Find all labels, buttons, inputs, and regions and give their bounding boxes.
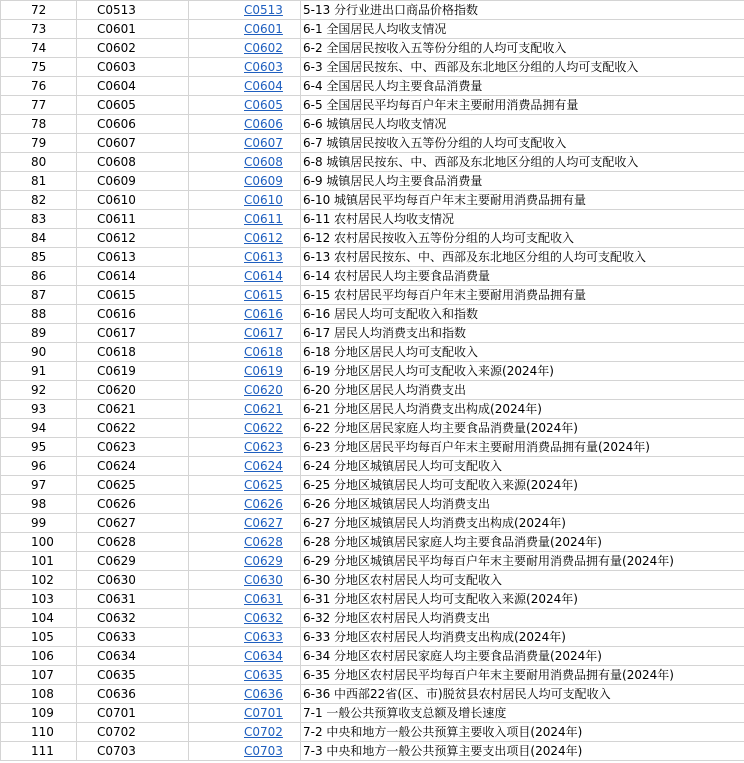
- row-number-cell[interactable]: 100: [1, 533, 77, 552]
- title-cell[interactable]: 6-22 分地区居民家庭人均主要食品消费量(2024年): [301, 419, 744, 438]
- table-row: [1, 438, 744, 457]
- sheet-hyperlink[interactable]: C0624: [244, 459, 283, 473]
- title-cell[interactable]: 6-21 分地区居民人均消费支出构成(2024年): [301, 400, 744, 419]
- hyperlink-cell[interactable]: [189, 685, 301, 704]
- code-cell[interactable]: C0620: [77, 381, 189, 400]
- title-cell[interactable]: 6-12 农村居民按收入五等份分组的人均可支配收入: [301, 229, 744, 248]
- sheet-hyperlink[interactable]: C0513: [244, 3, 283, 17]
- table-row: [1, 305, 744, 324]
- hyperlink-cell[interactable]: [189, 628, 301, 647]
- table-row: [1, 552, 744, 571]
- code-cell[interactable]: C0622: [77, 419, 189, 438]
- sheet-hyperlink[interactable]: C0631: [244, 592, 283, 606]
- table-row: [1, 324, 744, 343]
- code-cell[interactable]: C0615: [77, 286, 189, 305]
- title-cell[interactable]: 6-1 全国居民人均收支情况: [301, 20, 744, 39]
- table-row: [1, 381, 744, 400]
- title-cell[interactable]: 6-6 城镇居民人均收支情况: [301, 115, 744, 134]
- table-row: [1, 39, 744, 58]
- row-number-cell[interactable]: 80: [1, 153, 77, 172]
- table-row: [1, 20, 744, 39]
- title-cell[interactable]: 6-17 居民人均消费支出和指数: [301, 324, 744, 343]
- row-number-cell[interactable]: 103: [1, 590, 77, 609]
- hyperlink-cell[interactable]: [189, 153, 301, 172]
- title-cell[interactable]: 6-3 全国居民按东、中、西部及东北地区分组的人均可支配收入: [301, 58, 744, 77]
- hyperlink-cell[interactable]: [189, 96, 301, 115]
- sheet-hyperlink[interactable]: C0625: [244, 478, 283, 492]
- table-row: [1, 704, 744, 723]
- title-cell[interactable]: 6-31 分地区农村居民人均可支配收入来源(2024年): [301, 590, 744, 609]
- sheet-hyperlink[interactable]: C0632: [244, 611, 283, 625]
- code-cell[interactable]: C0601: [77, 20, 189, 39]
- title-cell[interactable]: 6-8 城镇居民按东、中、西部及东北地区分组的人均可支配收入: [301, 153, 744, 172]
- sheet-hyperlink[interactable]: C0614: [244, 269, 283, 283]
- code-cell[interactable]: C0612: [77, 229, 189, 248]
- hyperlink-cell[interactable]: [189, 666, 301, 685]
- sheet-hyperlink[interactable]: C0701: [244, 706, 283, 720]
- row-number-cell[interactable]: 82: [1, 191, 77, 210]
- sheet-hyperlink[interactable]: C0603: [244, 60, 283, 74]
- code-cell[interactable]: C0626: [77, 495, 189, 514]
- hyperlink-cell[interactable]: [189, 723, 301, 742]
- table-row: [1, 267, 744, 286]
- sheet-hyperlink[interactable]: C0606: [244, 117, 283, 131]
- code-cell[interactable]: C0602: [77, 39, 189, 58]
- row-number-cell[interactable]: 79: [1, 134, 77, 153]
- title-cell[interactable]: 7-3 中央和地方一般公共预算主要支出项目(2024年): [301, 742, 744, 761]
- table-row: [1, 666, 744, 685]
- hyperlink-cell[interactable]: [189, 571, 301, 590]
- table-row: [1, 191, 744, 210]
- hyperlink-cell[interactable]: [189, 647, 301, 666]
- code-cell[interactable]: C0611: [77, 210, 189, 229]
- sheet-hyperlink[interactable]: C0622: [244, 421, 283, 435]
- title-cell[interactable]: 6-13 农村居民按东、中、西部及东北地区分组的人均可支配收入: [301, 248, 744, 267]
- title-cell[interactable]: 6-28 分地区城镇居民家庭人均主要食品消费量(2024年): [301, 533, 744, 552]
- table-row: [1, 134, 744, 153]
- hyperlink-cell[interactable]: [189, 324, 301, 343]
- table-row: [1, 571, 744, 590]
- sheet-hyperlink[interactable]: C0627: [244, 516, 283, 530]
- title-cell[interactable]: 5-13 分行业进出口商品价格指数: [301, 1, 744, 20]
- sheet-hyperlink[interactable]: C0609: [244, 174, 283, 188]
- table-row: [1, 400, 744, 419]
- table-row: [1, 362, 744, 381]
- code-cell[interactable]: C0618: [77, 343, 189, 362]
- row-number-cell[interactable]: 87: [1, 286, 77, 305]
- code-cell[interactable]: C0635: [77, 666, 189, 685]
- title-cell[interactable]: 6-5 全国居民平均每百户年末主要耐用消费品拥有量: [301, 96, 744, 115]
- code-cell[interactable]: C0624: [77, 457, 189, 476]
- hyperlink-cell[interactable]: [189, 495, 301, 514]
- code-cell[interactable]: C0617: [77, 324, 189, 343]
- sheet-hyperlink[interactable]: C0619: [244, 364, 283, 378]
- code-cell[interactable]: C0627: [77, 514, 189, 533]
- row-number-cell[interactable]: 72: [1, 1, 77, 20]
- table-row: [1, 628, 744, 647]
- table-row: [1, 609, 744, 628]
- hyperlink-cell[interactable]: [189, 438, 301, 457]
- code-cell[interactable]: C0702: [77, 723, 189, 742]
- code-cell[interactable]: C0614: [77, 267, 189, 286]
- title-cell[interactable]: 6-30 分地区农村居民人均可支配收入: [301, 571, 744, 590]
- code-cell[interactable]: C0621: [77, 400, 189, 419]
- row-number-cell[interactable]: 76: [1, 77, 77, 96]
- sheet-hyperlink[interactable]: C0620: [244, 383, 283, 397]
- sheet-hyperlink[interactable]: C0611: [244, 212, 283, 226]
- row-number-cell[interactable]: 98: [1, 495, 77, 514]
- sheet-hyperlink[interactable]: C0703: [244, 744, 283, 758]
- hyperlink-cell[interactable]: [189, 609, 301, 628]
- row-number-cell[interactable]: 107: [1, 666, 77, 685]
- hyperlink-cell[interactable]: [189, 362, 301, 381]
- title-cell[interactable]: 6-16 居民人均可支配收入和指数: [301, 305, 744, 324]
- sheet-hyperlink[interactable]: C0630: [244, 573, 283, 587]
- row-number-cell[interactable]: 95: [1, 438, 77, 457]
- hyperlink-cell[interactable]: [189, 248, 301, 267]
- sheet-hyperlink[interactable]: C0633: [244, 630, 283, 644]
- sheet-hyperlink[interactable]: C0636: [244, 687, 283, 701]
- table-row: [1, 343, 744, 362]
- table-row: [1, 495, 744, 514]
- table-row: [1, 723, 744, 742]
- hyperlink-cell[interactable]: [189, 191, 301, 210]
- hyperlink-cell[interactable]: [189, 115, 301, 134]
- sheet-hyperlink[interactable]: C0610: [244, 193, 283, 207]
- row-number-cell[interactable]: 108: [1, 685, 77, 704]
- title-cell[interactable]: 6-25 分地区城镇居民人均可支配收入来源(2024年): [301, 476, 744, 495]
- hyperlink-cell[interactable]: [189, 457, 301, 476]
- hyperlink-cell[interactable]: [189, 381, 301, 400]
- table-row: [1, 1, 744, 20]
- row-number-cell[interactable]: 91: [1, 362, 77, 381]
- code-cell[interactable]: C0701: [77, 704, 189, 723]
- row-number-cell[interactable]: 93: [1, 400, 77, 419]
- title-cell[interactable]: 6-10 城镇居民平均每百户年末主要耐用消费品拥有量: [301, 191, 744, 210]
- hyperlink-cell[interactable]: [189, 39, 301, 58]
- code-cell[interactable]: C0609: [77, 172, 189, 191]
- code-cell[interactable]: C0632: [77, 609, 189, 628]
- sheet-hyperlink[interactable]: C0626: [244, 497, 283, 511]
- code-cell[interactable]: C0631: [77, 590, 189, 609]
- row-number-cell[interactable]: 101: [1, 552, 77, 571]
- sheet-hyperlink[interactable]: C0618: [244, 345, 283, 359]
- title-cell[interactable]: 6-26 分地区城镇居民人均消费支出: [301, 495, 744, 514]
- code-cell[interactable]: C0634: [77, 647, 189, 666]
- code-cell[interactable]: C0628: [77, 533, 189, 552]
- row-number-cell[interactable]: 89: [1, 324, 77, 343]
- hyperlink-cell[interactable]: [189, 267, 301, 286]
- hyperlink-cell[interactable]: [189, 742, 301, 761]
- sheet-hyperlink[interactable]: C0623: [244, 440, 283, 454]
- code-cell[interactable]: C0607: [77, 134, 189, 153]
- sheet-hyperlink[interactable]: C0628: [244, 535, 283, 549]
- table-row: [1, 172, 744, 191]
- code-cell[interactable]: C0636: [77, 685, 189, 704]
- hyperlink-cell[interactable]: [189, 1, 301, 20]
- table-row: [1, 533, 744, 552]
- title-cell[interactable]: 6-35 分地区农村居民平均每百户年末主要耐用消费品拥有量(2024年): [301, 666, 744, 685]
- row-number-cell[interactable]: 97: [1, 476, 77, 495]
- hyperlink-cell[interactable]: [189, 172, 301, 191]
- row-number-cell[interactable]: 75: [1, 58, 77, 77]
- title-cell[interactable]: 6-18 分地区居民人均可支配收入: [301, 343, 744, 362]
- row-number-cell[interactable]: 74: [1, 39, 77, 58]
- table-row: [1, 647, 744, 666]
- hyperlink-cell[interactable]: [189, 286, 301, 305]
- title-cell[interactable]: 6-27 分地区城镇居民人均消费支出构成(2024年): [301, 514, 744, 533]
- title-cell[interactable]: 6-36 中西部22省(区、市)脱贫县农村居民人均可支配收入: [301, 685, 744, 704]
- hyperlink-cell[interactable]: [189, 20, 301, 39]
- row-number-cell[interactable]: 106: [1, 647, 77, 666]
- table-row: [1, 685, 744, 704]
- hyperlink-cell[interactable]: [189, 590, 301, 609]
- sheet-hyperlink[interactable]: C0621: [244, 402, 283, 416]
- title-cell[interactable]: 6-32 分地区农村居民人均消费支出: [301, 609, 744, 628]
- table-row: [1, 210, 744, 229]
- row-number-cell[interactable]: 84: [1, 229, 77, 248]
- row-number-cell[interactable]: 77: [1, 96, 77, 115]
- sheet-hyperlink[interactable]: C0615: [244, 288, 283, 302]
- title-cell[interactable]: 6-15 农村居民平均每百户年末主要耐用消费品拥有量: [301, 286, 744, 305]
- table-row: [1, 476, 744, 495]
- title-cell[interactable]: 6-4 全国居民人均主要食品消费量: [301, 77, 744, 96]
- row-number-cell[interactable]: 110: [1, 723, 77, 742]
- row-number-cell[interactable]: 88: [1, 305, 77, 324]
- title-cell[interactable]: 7-2 中央和地方一般公共预算主要收入项目(2024年): [301, 723, 744, 742]
- row-number-cell[interactable]: 78: [1, 115, 77, 134]
- sheet-hyperlink[interactable]: C0629: [244, 554, 283, 568]
- row-number-cell[interactable]: 99: [1, 514, 77, 533]
- sheet-hyperlink[interactable]: C0601: [244, 22, 283, 36]
- row-number-cell[interactable]: 111: [1, 742, 77, 761]
- title-cell[interactable]: 7-1 一般公共预算收支总额及增长速度: [301, 704, 744, 723]
- row-number-cell[interactable]: 92: [1, 381, 77, 400]
- code-cell[interactable]: C0630: [77, 571, 189, 590]
- hyperlink-cell[interactable]: [189, 533, 301, 552]
- table-row: [1, 457, 744, 476]
- sheet-hyperlink[interactable]: C0702: [244, 725, 283, 739]
- sheet-hyperlink[interactable]: C0616: [244, 307, 283, 321]
- code-cell[interactable]: C0629: [77, 552, 189, 571]
- code-cell[interactable]: C0623: [77, 438, 189, 457]
- row-number-cell[interactable]: 83: [1, 210, 77, 229]
- table-row: [1, 229, 744, 248]
- hyperlink-cell[interactable]: [189, 134, 301, 153]
- table-row: [1, 115, 744, 134]
- title-cell[interactable]: 6-9 城镇居民人均主要食品消费量: [301, 172, 744, 191]
- hyperlink-cell[interactable]: [189, 514, 301, 533]
- sheet-hyperlink[interactable]: C0617: [244, 326, 283, 340]
- sheet-hyperlink[interactable]: C0612: [244, 231, 283, 245]
- hyperlink-cell[interactable]: [189, 343, 301, 362]
- row-number-cell[interactable]: 94: [1, 419, 77, 438]
- table-row: [1, 248, 744, 267]
- hyperlink-cell[interactable]: [189, 229, 301, 248]
- code-cell[interactable]: C0604: [77, 77, 189, 96]
- title-cell[interactable]: 6-34 分地区农村居民家庭人均主要食品消费量(2024年): [301, 647, 744, 666]
- code-cell[interactable]: C0605: [77, 96, 189, 115]
- table-row: [1, 96, 744, 115]
- row-number-cell[interactable]: 96: [1, 457, 77, 476]
- sheet-hyperlink[interactable]: C0607: [244, 136, 283, 150]
- table-row: [1, 419, 744, 438]
- table-row: [1, 286, 744, 305]
- title-cell[interactable]: 6-19 分地区居民人均可支配收入来源(2024年): [301, 362, 744, 381]
- sheet-hyperlink[interactable]: C0613: [244, 250, 283, 264]
- title-cell[interactable]: 6-7 城镇居民按收入五等份分组的人均可支配收入: [301, 134, 744, 153]
- row-number-cell[interactable]: 81: [1, 172, 77, 191]
- hyperlink-cell[interactable]: [189, 552, 301, 571]
- row-number-cell[interactable]: 102: [1, 571, 77, 590]
- code-cell[interactable]: C0513: [77, 1, 189, 20]
- sheet-hyperlink[interactable]: C0634: [244, 649, 283, 663]
- code-cell[interactable]: C0610: [77, 191, 189, 210]
- title-cell[interactable]: 6-14 农村居民人均主要食品消费量: [301, 267, 744, 286]
- table-row: [1, 77, 744, 96]
- code-cell[interactable]: C0613: [77, 248, 189, 267]
- code-cell[interactable]: C0616: [77, 305, 189, 324]
- row-number-cell[interactable]: 85: [1, 248, 77, 267]
- hyperlink-cell[interactable]: [189, 305, 301, 324]
- sheet-hyperlink[interactable]: C0604: [244, 79, 283, 93]
- row-number-cell[interactable]: 104: [1, 609, 77, 628]
- table-row: [1, 153, 744, 172]
- table-row: [1, 590, 744, 609]
- title-cell[interactable]: 6-11 农村居民人均收支情况: [301, 210, 744, 229]
- code-cell[interactable]: C0619: [77, 362, 189, 381]
- hyperlink-cell[interactable]: [189, 77, 301, 96]
- hyperlink-cell[interactable]: [189, 58, 301, 77]
- title-cell[interactable]: 6-2 全国居民按收入五等份分组的人均可支配收入: [301, 39, 744, 58]
- code-cell[interactable]: C0625: [77, 476, 189, 495]
- sheet-hyperlink[interactable]: C0608: [244, 155, 283, 169]
- row-number-cell[interactable]: 109: [1, 704, 77, 723]
- code-cell[interactable]: C0603: [77, 58, 189, 77]
- hyperlink-cell[interactable]: [189, 476, 301, 495]
- code-cell[interactable]: C0606: [77, 115, 189, 134]
- title-cell[interactable]: 6-20 分地区居民人均消费支出: [301, 381, 744, 400]
- table-row: [1, 58, 744, 77]
- row-number-cell[interactable]: 105: [1, 628, 77, 647]
- title-cell[interactable]: 6-29 分地区城镇居民平均每百户年末主要耐用消费品拥有量(2024年): [301, 552, 744, 571]
- row-number-cell[interactable]: 73: [1, 20, 77, 39]
- table-row: [1, 742, 744, 761]
- hyperlink-cell[interactable]: [189, 704, 301, 723]
- code-cell[interactable]: C0608: [77, 153, 189, 172]
- sheet-hyperlink[interactable]: C0602: [244, 41, 283, 55]
- hyperlink-cell[interactable]: [189, 210, 301, 229]
- table-row: [1, 514, 744, 533]
- sheet-hyperlink[interactable]: C0605: [244, 98, 283, 112]
- code-cell[interactable]: C0703: [77, 742, 189, 761]
- row-number-cell[interactable]: 90: [1, 343, 77, 362]
- hyperlink-cell[interactable]: [189, 419, 301, 438]
- title-cell[interactable]: 6-23 分地区居民平均每百户年末主要耐用消费品拥有量(2024年): [301, 438, 744, 457]
- sheet-hyperlink[interactable]: C0635: [244, 668, 283, 682]
- row-number-cell[interactable]: 86: [1, 267, 77, 286]
- table-body: [1, 1, 744, 761]
- code-cell[interactable]: C0633: [77, 628, 189, 647]
- title-cell[interactable]: 6-24 分地区城镇居民人均可支配收入: [301, 457, 744, 476]
- hyperlink-cell[interactable]: [189, 400, 301, 419]
- title-cell[interactable]: 6-33 分地区农村居民人均消费支出构成(2024年): [301, 628, 744, 647]
